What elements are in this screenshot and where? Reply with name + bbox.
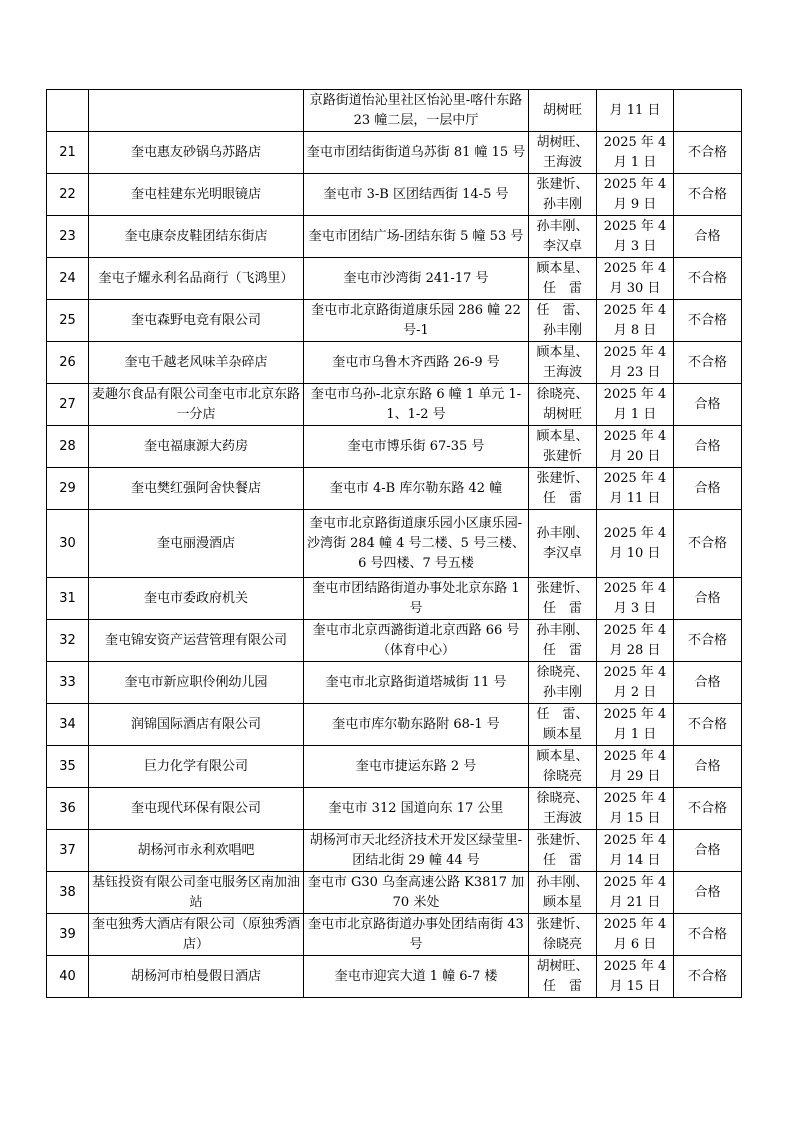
table-row: [47, 872, 742, 914]
inspectors-cell: 孙丰刚、任 雷: [529, 620, 597, 662]
table-row: [47, 174, 742, 216]
unit-address-cell: 奎屯市北京路街道办事处团结南街 43 号: [304, 914, 529, 956]
inspection-date-cell: 2025 年 4 月 29 日: [597, 746, 674, 788]
inspection-date-cell: 2025 年 4 月 1 日: [597, 704, 674, 746]
table-row: [47, 914, 742, 956]
inspection-date-cell: 2025 年 4 月 21 日: [597, 872, 674, 914]
inspection-date-cell: 2025 年 4 月 3 日: [597, 216, 674, 258]
unit-name-cell: 奎屯丽漫酒店: [89, 510, 304, 578]
unit-name-cell: 奎屯惠友砂锅乌苏路店: [89, 132, 304, 174]
inspection-date-cell: 2025 年 4 月 6 日: [597, 914, 674, 956]
unit-address-cell: 奎屯市 G30 乌奎高速公路 K3817 加 70 米处: [304, 872, 529, 914]
inspection-date-cell: 2025 年 4 月 8 日: [597, 300, 674, 342]
table-row: [47, 704, 742, 746]
table-row: [47, 788, 742, 830]
table-row: [47, 342, 742, 384]
inspection-result-cell: 不合格: [674, 300, 742, 342]
inspection-date-cell: 2025 年 4 月 15 日: [597, 788, 674, 830]
inspectors-cell: 徐晓亮、孙丰刚: [529, 662, 597, 704]
unit-name-cell: 巨力化学有限公司: [89, 746, 304, 788]
unit-name-cell: 奎屯锦安资产运营管理有限公司: [89, 620, 304, 662]
inspection-result-cell: 合格: [674, 872, 742, 914]
row-number-cell: 36: [47, 788, 89, 830]
inspection-result-cell: 不合格: [674, 342, 742, 384]
inspectors-cell: 张建忻、任 雷: [529, 830, 597, 872]
unit-address-cell: 奎屯市北京西潞街道北京西路 66 号（体育中心）: [304, 620, 529, 662]
table-row: [47, 258, 742, 300]
inspection-date-cell: 2025 年 4 月 9 日: [597, 174, 674, 216]
inspection-table: [46, 89, 742, 998]
row-number-cell: 34: [47, 704, 89, 746]
unit-address-cell: 奎屯市团结路街道办事处北京东路 1 号: [304, 578, 529, 620]
unit-name-cell: 奎屯市委政府机关: [89, 578, 304, 620]
inspection-date-cell: 2025 年 4 月 1 日: [597, 384, 674, 426]
inspection-date-cell: 2025 年 4 月 30 日: [597, 258, 674, 300]
inspection-result-cell: [674, 90, 742, 132]
inspectors-cell: 张建忻、任 雷: [529, 578, 597, 620]
inspectors-cell: 孙丰刚、李汉卓: [529, 510, 597, 578]
inspectors-cell: 徐晓亮、王海波: [529, 788, 597, 830]
unit-address-cell: 奎屯市 312 国道向东 17 公里: [304, 788, 529, 830]
row-number-cell: 28: [47, 426, 89, 468]
inspection-result-cell: 合格: [674, 426, 742, 468]
table-row: [47, 620, 742, 662]
unit-address-cell: 奎屯市 4-B 库尔勒东路 42 幢: [304, 468, 529, 510]
table-body: [47, 90, 742, 998]
inspection-result-cell: 不合格: [674, 704, 742, 746]
inspectors-cell: 顾本星、王海波: [529, 342, 597, 384]
unit-address-cell: 奎屯市捷运东路 2 号: [304, 746, 529, 788]
row-number-cell: 30: [47, 510, 89, 578]
row-number-cell: 26: [47, 342, 89, 384]
row-number-cell: 24: [47, 258, 89, 300]
unit-address-cell: 奎屯市乌鲁木齐西路 26-9 号: [304, 342, 529, 384]
unit-name-cell: 奎屯福康源大药房: [89, 426, 304, 468]
table-row: [47, 90, 742, 132]
inspectors-cell: 顾本星、张建忻: [529, 426, 597, 468]
unit-address-cell: 京路街道怡沁里社区怡沁里-喀什东路 23 幢二层，一层中厅: [304, 90, 529, 132]
row-number-cell: 21: [47, 132, 89, 174]
inspectors-cell: 任 雷、孙丰刚: [529, 300, 597, 342]
inspection-result-cell: 不合格: [674, 788, 742, 830]
table-row: [47, 426, 742, 468]
unit-address-cell: 奎屯市库尔勒东路附 68-1 号: [304, 704, 529, 746]
inspection-result-cell: 不合格: [674, 132, 742, 174]
inspectors-cell: 顾本星、徐晓亮: [529, 746, 597, 788]
unit-address-cell: 奎屯市沙湾街 241-17 号: [304, 258, 529, 300]
unit-name-cell: 奎屯现代环保有限公司: [89, 788, 304, 830]
unit-address-cell: 奎屯市团结广场-团结东街 5 幢 53 号: [304, 216, 529, 258]
inspection-result-cell: 合格: [674, 384, 742, 426]
row-number-cell: 27: [47, 384, 89, 426]
unit-name-cell: 奎屯樊红强阿舍快餐店: [89, 468, 304, 510]
inspectors-cell: 张建忻、孙丰刚: [529, 174, 597, 216]
table-row: [47, 300, 742, 342]
inspectors-cell: 顾本星、任 雷: [529, 258, 597, 300]
inspection-result-cell: 不合格: [674, 956, 742, 998]
row-number-cell: [47, 90, 89, 132]
inspection-result-cell: 合格: [674, 830, 742, 872]
unit-address-cell: 胡杨河市天北经济技术开发区绿莹里-团结北街 29 幢 44 号: [304, 830, 529, 872]
inspectors-cell: 孙丰刚、顾本星: [529, 872, 597, 914]
inspectors-cell: 任 雷、顾本星: [529, 704, 597, 746]
unit-address-cell: 奎屯市迎宾大道 1 幢 6-7 楼: [304, 956, 529, 998]
inspection-date-cell: 2025 年 4 月 28 日: [597, 620, 674, 662]
table-row: [47, 746, 742, 788]
inspection-date-cell: 2025 年 4 月 14 日: [597, 830, 674, 872]
inspectors-cell: 胡树旺、王海波: [529, 132, 597, 174]
inspection-date-cell: 月 11 日: [597, 90, 674, 132]
table-row: [47, 662, 742, 704]
unit-name-cell: 润锦国际酒店有限公司: [89, 704, 304, 746]
table-row: [47, 216, 742, 258]
row-number-cell: 38: [47, 872, 89, 914]
row-number-cell: 32: [47, 620, 89, 662]
row-number-cell: 40: [47, 956, 89, 998]
inspection-date-cell: 2025 年 4 月 11 日: [597, 468, 674, 510]
table-row: [47, 384, 742, 426]
unit-name-cell: 奎屯市新应职伶俐幼儿园: [89, 662, 304, 704]
inspectors-cell: 孙丰刚、李汉卓: [529, 216, 597, 258]
inspection-result-cell: 不合格: [674, 620, 742, 662]
unit-address-cell: 奎屯市北京路街道塔城街 11 号: [304, 662, 529, 704]
inspection-date-cell: 2025 年 4 月 1 日: [597, 132, 674, 174]
unit-name-cell: 基钰投资有限公司奎屯服务区南加油站: [89, 872, 304, 914]
row-number-cell: 37: [47, 830, 89, 872]
inspectors-cell: 胡树旺、任 雷: [529, 956, 597, 998]
row-number-cell: 31: [47, 578, 89, 620]
row-number-cell: 29: [47, 468, 89, 510]
row-number-cell: 33: [47, 662, 89, 704]
inspection-date-cell: 2025 年 4 月 2 日: [597, 662, 674, 704]
row-number-cell: 23: [47, 216, 89, 258]
inspection-date-cell: 2025 年 4 月 15 日: [597, 956, 674, 998]
row-number-cell: 39: [47, 914, 89, 956]
unit-name-cell: 胡杨河市永利欢唱吧: [89, 830, 304, 872]
table-row: [47, 956, 742, 998]
inspectors-cell: 徐晓亮、胡树旺: [529, 384, 597, 426]
inspection-result-cell: 合格: [674, 578, 742, 620]
inspection-date-cell: 2025 年 4 月 23 日: [597, 342, 674, 384]
table-row: [47, 830, 742, 872]
inspection-result-cell: 合格: [674, 216, 742, 258]
unit-name-cell: 麦趣尔食品有限公司奎屯市北京东路一分店: [89, 384, 304, 426]
unit-name-cell: 奎屯森野电竞有限公司: [89, 300, 304, 342]
unit-name-cell: 奎屯子耀永利名品商行（飞鸿里）: [89, 258, 304, 300]
inspectors-cell: 胡树旺: [529, 90, 597, 132]
inspectors-cell: 张建忻、任 雷: [529, 468, 597, 510]
inspection-result-cell: 合格: [674, 746, 742, 788]
inspection-result-cell: 不合格: [674, 510, 742, 578]
unit-address-cell: 奎屯市团结街街道乌苏街 81 幢 15 号: [304, 132, 529, 174]
inspection-result-cell: 不合格: [674, 914, 742, 956]
inspection-date-cell: 2025 年 4 月 10 日: [597, 510, 674, 578]
row-number-cell: 25: [47, 300, 89, 342]
unit-name-cell: [89, 90, 304, 132]
unit-address-cell: 奎屯市北京路街道康乐园小区康乐园-沙湾街 284 幢 4 号二楼、5 号三楼、6 号四楼、7 号五楼: [304, 510, 529, 578]
unit-name-cell: 奎屯千越老风味羊杂碎店: [89, 342, 304, 384]
unit-address-cell: 奎屯市北京路街道康乐园 286 幢 22 号-1: [304, 300, 529, 342]
unit-name-cell: 奎屯康奈皮鞋团结东街店: [89, 216, 304, 258]
inspection-date-cell: 2025 年 4 月 20 日: [597, 426, 674, 468]
inspectors-cell: 张建忻、徐晓亮: [529, 914, 597, 956]
unit-name-cell: 奎屯桂建东光明眼镜店: [89, 174, 304, 216]
unit-address-cell: 奎屯市 3-B 区团结西街 14-5 号: [304, 174, 529, 216]
inspection-result-cell: 合格: [674, 468, 742, 510]
inspection-result-cell: 合格: [674, 662, 742, 704]
unit-address-cell: 奎屯市博乐街 67-35 号: [304, 426, 529, 468]
unit-name-cell: 奎屯独秀大酒店有限公司（原独秀酒店）: [89, 914, 304, 956]
row-number-cell: 35: [47, 746, 89, 788]
unit-address-cell: 奎屯市乌孙-北京东路 6 幢 1 单元 1-1、1-2 号: [304, 384, 529, 426]
inspection-date-cell: 2025 年 4 月 3 日: [597, 578, 674, 620]
table-row: [47, 132, 742, 174]
table-row: [47, 510, 742, 578]
table-row: [47, 578, 742, 620]
table-row: [47, 468, 742, 510]
unit-name-cell: 胡杨河市柏曼假日酒店: [89, 956, 304, 998]
inspection-result-cell: 不合格: [674, 174, 742, 216]
inspection-result-cell: 不合格: [674, 258, 742, 300]
row-number-cell: 22: [47, 174, 89, 216]
